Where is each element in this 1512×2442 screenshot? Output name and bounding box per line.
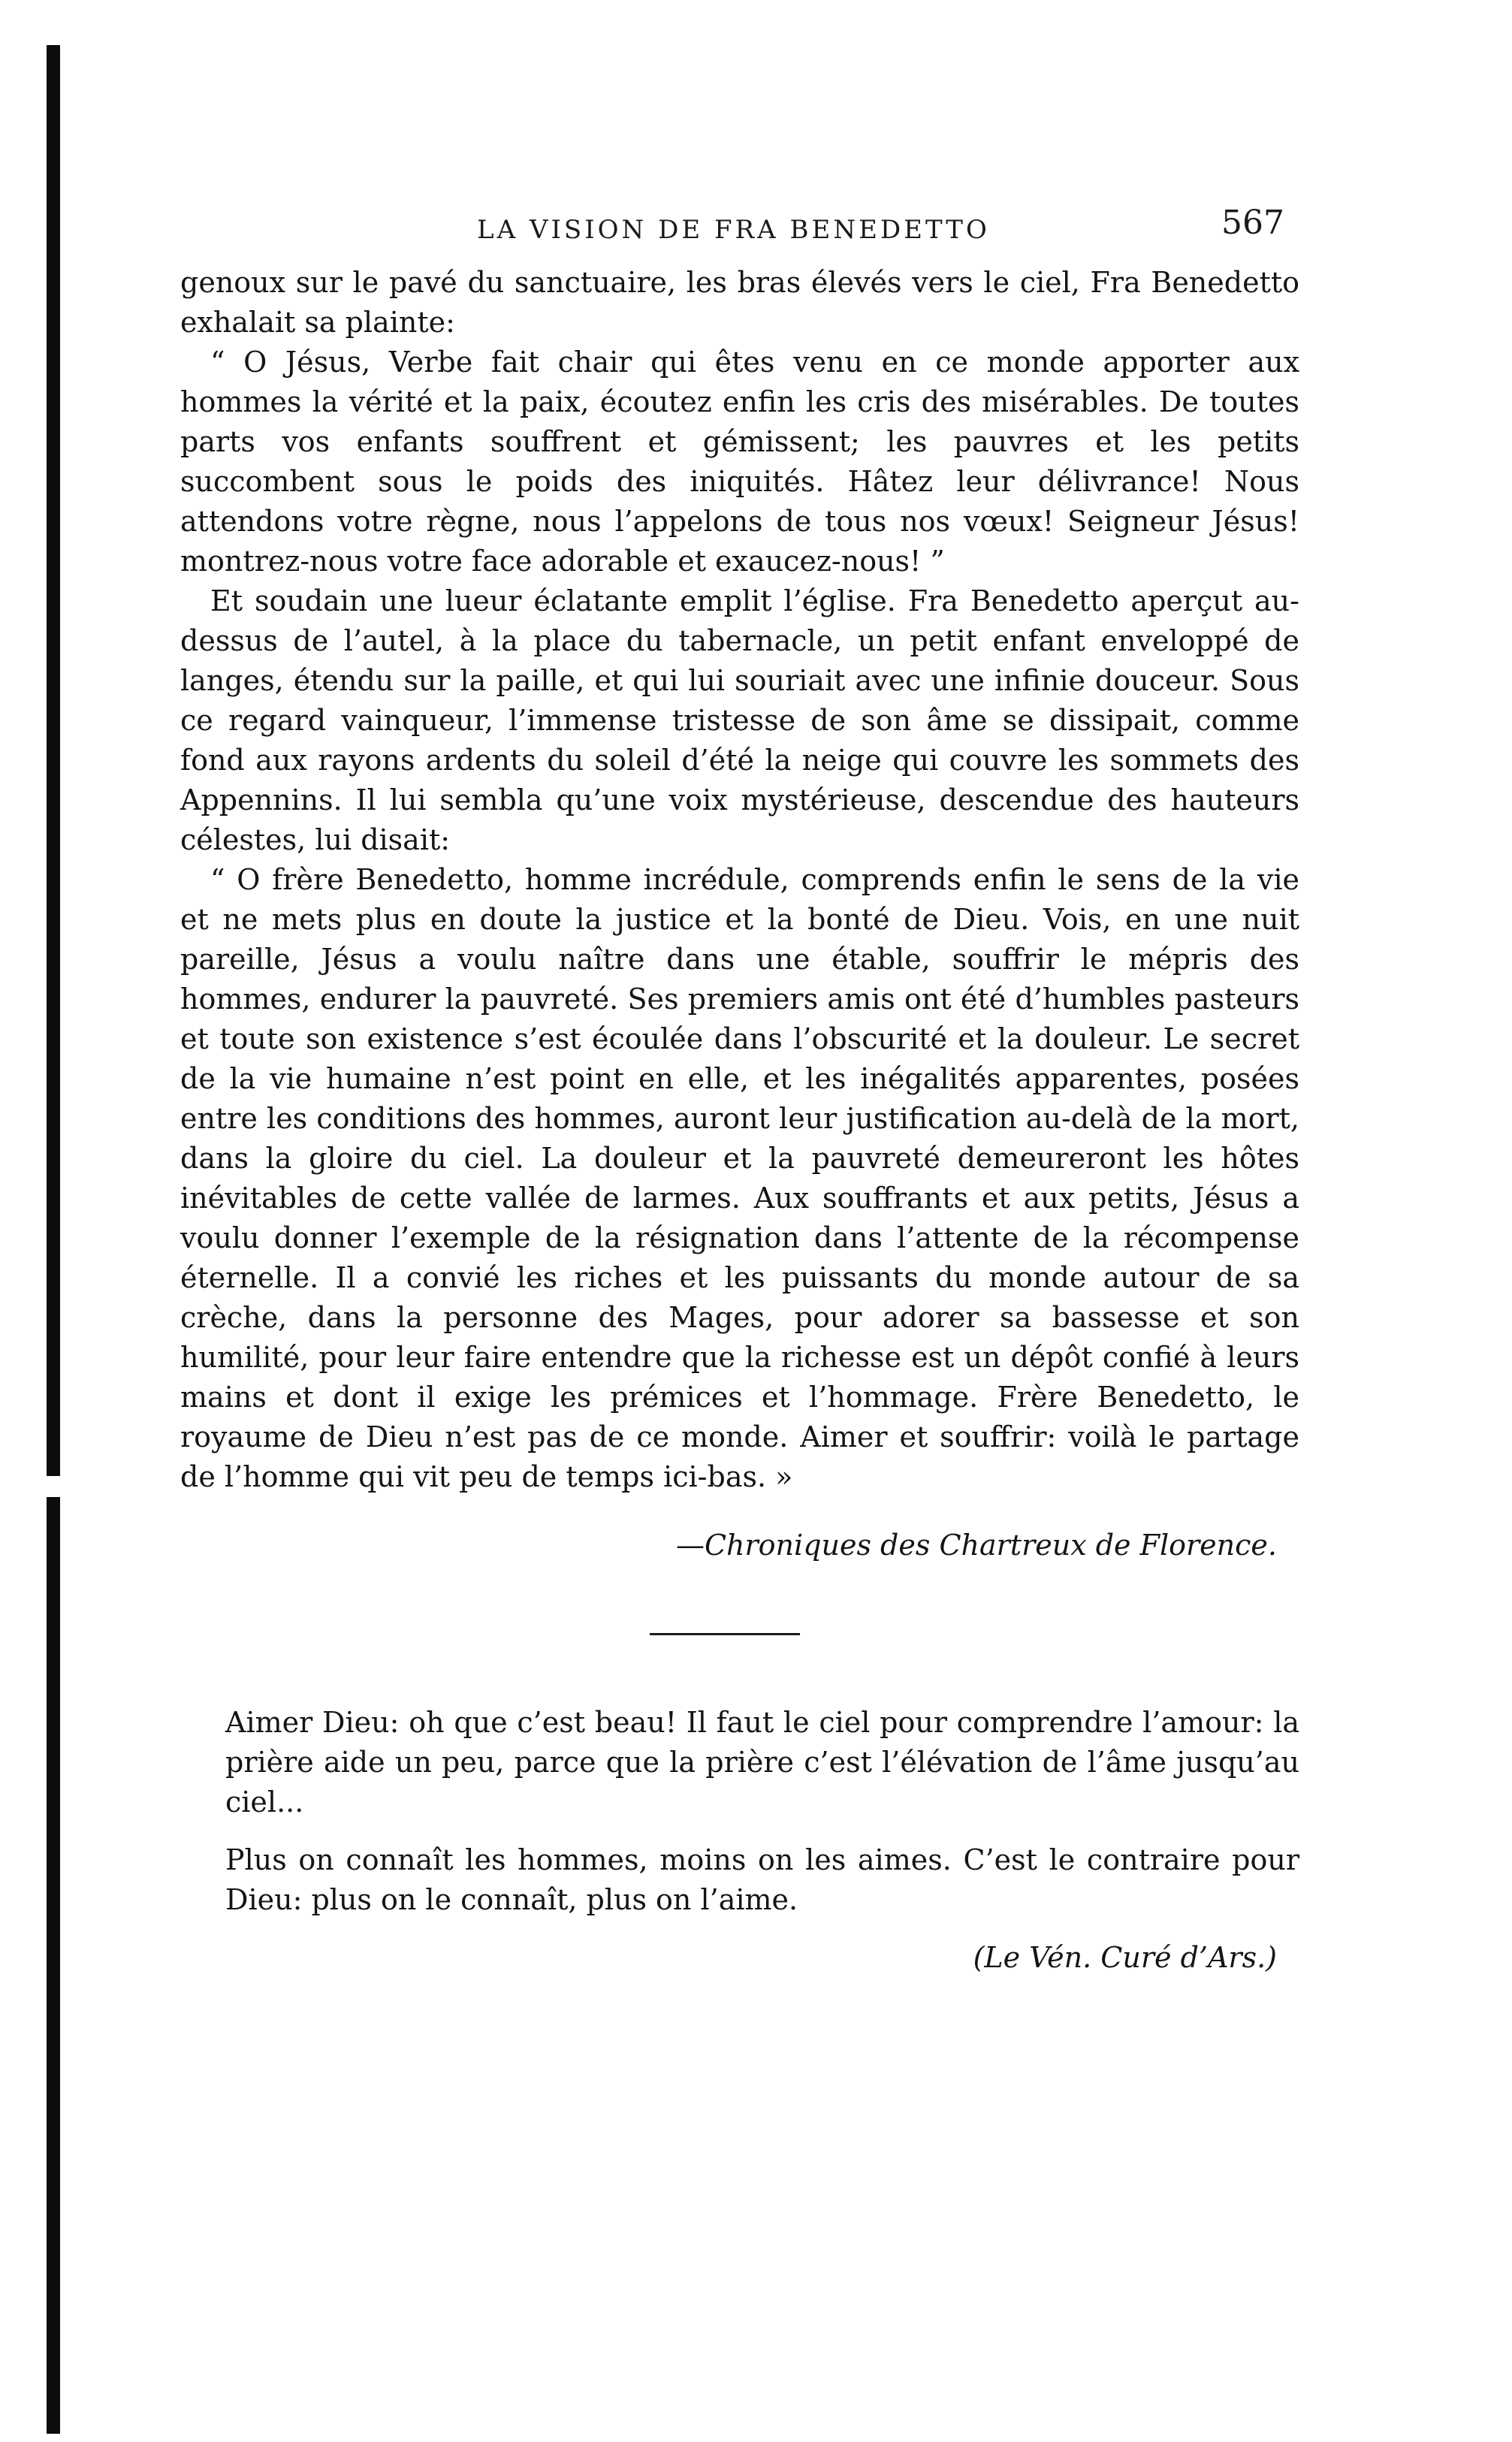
paragraph-2: “ O Jésus, Verbe fait chair qui êtes venu en ce monde apporter aux hommes la vérité et la paix, écoutez enfin les cris des misérables. De toutes parts vos enfants souffrent et gémissent; les pauvres et les petits succombent sous le poids des iniquités. Hâtez leur délivrance! Nous attendons votre règne, nous l’appelons de tous nos vœux! Seigneur Jésus! montrez-nous votre face adorable et exaucez-nous! ”	[180, 346, 1299, 578]
book-page	[180, 203, 1299, 1978]
paragraph-3: Et soudain une lueur éclatante emplit l’église. Fra Benedetto aperçut au-dessus de l’autel, à la place du tabernacle, un petit enfant enveloppé de langes, étendu sur la paille, et qui lui souriait avec une infinie douceur. Sous ce regard vainqueur, l’immense tristesse de son âme se dissipait, comme fond aux rayons ardents du soleil d’été la neige qui couvre les sommets des Appennins. Il lui sembla qu’une voix mystérieuse, descendue des hauteurs célestes, lui disait:	[180, 584, 1299, 856]
source-attribution: —Chroniques des Chartreux de Florence.	[675, 1529, 1277, 1562]
paragraph-1: genoux sur le pavé du sanctuaire, les bras élevés vers le ciel, Fra Benedetto exhalait sa plainte:	[180, 266, 1299, 339]
quote-signature: (Le Vén. Curé d’Ars.)	[973, 1941, 1277, 1974]
binding-gap	[47, 1476, 60, 1497]
quote-paragraph-1: Aimer Dieu: oh que c’est beau! Il faut le ciel pour comprendre l’amour: la prière aide un peu, parce que la prière c’est l’élévation de l’âme jusqu’au ciel...	[225, 1706, 1299, 1819]
quote-paragraph-2: Plus on connaît les hommes, moins on les aimes. C’est le contraire pour Dieu: plus on le connaît, plus on l’aime.	[225, 1843, 1299, 1916]
section-separator	[650, 1633, 800, 1635]
binding-edge	[47, 45, 60, 2434]
running-title: LA VISION DE FRA BENEDETTO	[477, 215, 990, 245]
page-number: 567	[1221, 204, 1284, 242]
quote-block	[180, 1703, 1299, 1978]
paragraph-4: “ O frère Benedetto, homme incrédule, comprends enfin le sens de la vie et ne mets plus en doute la justice et la bonté de Dieu. Vois, en une nuit pareille, Jésus a voulu naître dans une étable, souffrir le mépris des hommes, endurer la pauvreté. Ses premiers amis ont été d’humbles pasteurs et toute son existence s’est écoulée dans l’obscurité et la douleur. Le secret de la vie humaine n’est point en elle, et les inégalités apparentes, posées entre les conditions des hommes, auront leur justification au-delà de la mort, dans la gloire du ciel. La douleur et la pauvreté demeureront les hôtes inévitables de cette vallée de larmes. Aux souffrants et aux petits, Jésus a voulu donner l’exemple de la résignation dans l’attente de la récompense éternelle. Il a convié les riches et les puissants du monde autour de sa crèche, dans la personne des Mages, pour adorer sa bassesse et son humilité, pour leur faire entendre que la richesse est un dépôt confié à leurs mains et dont il exige les prémices et l’hommage. Frère Benedetto, le royaume de Dieu n’est pas de ce monde. Aimer et souffrir: voilà le partage de l’homme qui vit peu de temps ici-bas. »	[180, 863, 1299, 1493]
running-head	[180, 203, 1299, 255]
